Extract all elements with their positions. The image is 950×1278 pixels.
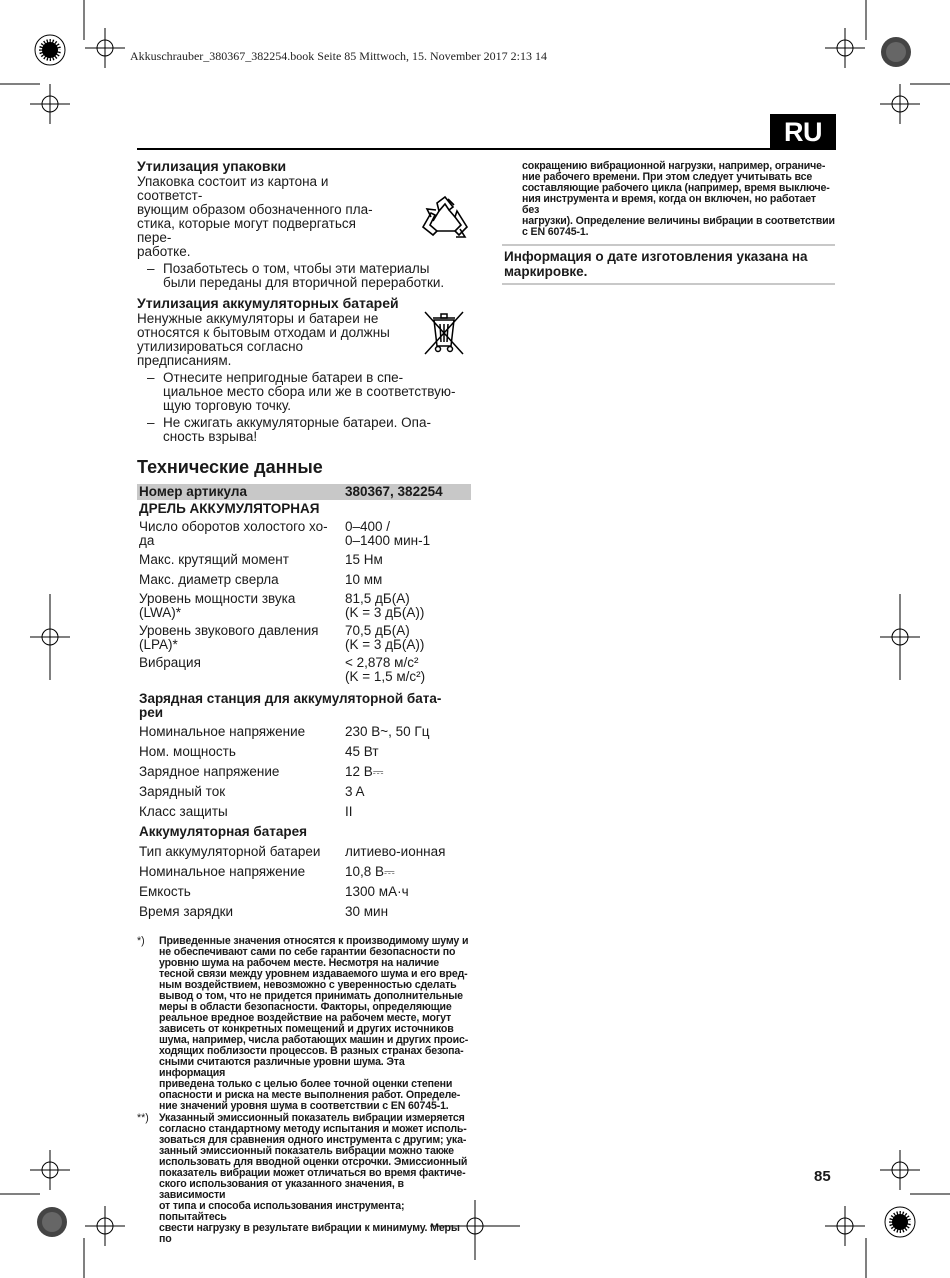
spec-value: 45 Вт xyxy=(345,744,379,759)
file-header-line: Akkuschrauber_380367_382254.book Seite 85 Mittwoch, 15. November 2017 2:13 14 xyxy=(130,49,547,63)
right-column xyxy=(502,161,835,285)
packaging-bullet xyxy=(137,262,471,290)
spec-row xyxy=(137,622,471,654)
crossed-bin-icon xyxy=(421,310,467,361)
batteries-text-line: Ненужные аккумуляторы и батареи не xyxy=(137,311,379,326)
spec-row xyxy=(137,882,471,902)
bullet-text-line: циальное место сбора или же в соответствую- xyxy=(163,384,456,399)
footnotes xyxy=(137,936,471,1245)
spec-value: 10,8 В⎓ xyxy=(345,864,395,879)
spec-key: Ном. мощность xyxy=(139,744,236,759)
spec-row xyxy=(137,902,471,922)
tech-data-title: Технические данные xyxy=(137,457,323,477)
spec-row xyxy=(137,654,471,686)
spec-value: < 2,878 м/с² (K = 1,5 м/с²) xyxy=(345,655,426,684)
spec-row xyxy=(137,862,471,882)
packaging-text-line: Упаковка состоит из картона и соответст- xyxy=(137,174,329,203)
spec-key: Класс защиты xyxy=(139,804,228,819)
spec-value: 12 В⎓ xyxy=(345,764,384,779)
vibration-note-continued: сокращению вибрационной нагрузки, например, ограниче- ние рабочего времени. При этом следует учитывать все составляющие рабочего цикла (например, время выключе- ния инструмента и время, когда он включен, но работает без нагрузки). Определение величины вибрации в соответствии с EN 60745-1. xyxy=(522,160,835,238)
header-rule xyxy=(137,148,834,150)
footnote-mark: **) xyxy=(137,1112,149,1124)
packaging-text-block xyxy=(137,175,471,259)
bullet-text-line: щую торговую точку. xyxy=(163,398,292,413)
spec-value: литиево-ионная xyxy=(345,844,446,859)
spec-row xyxy=(137,802,471,822)
bullet-dash: – xyxy=(147,370,155,385)
spec-row xyxy=(137,570,471,590)
bullet-text-line: Позаботьтесь о том, чтобы эти материалы xyxy=(163,261,430,276)
spec-key: Номинальное напряжение xyxy=(139,864,306,879)
spec-header-key: Номер артикула xyxy=(137,484,343,500)
bullet-text-line: сность взрыва! xyxy=(163,429,258,444)
footnote-text: Указанный эмиссионный показатель вибрации измеряется согласно стандартному методу испытания и может исполь- зоваться для сравнения одного инструмента с другим; ука- занный эмиссионный показатель вибрации можно также использовать для вводной оценки отсрочки. Эмиссионный показатель вибрации может отличаться во время фактиче- ского использования от указанного значения, в зависимости от типа и способа использования инструмента; попытайтесь свести нагрузку в результате вибрации к минимуму. Меры по xyxy=(159,1112,468,1245)
spec-value: 230 В~, 50 Гц xyxy=(345,724,430,739)
footnote xyxy=(137,1113,471,1245)
spec-value: 81,5 дБ(A) (K = 3 дБ(A)) xyxy=(345,591,425,620)
spec-row xyxy=(137,518,471,550)
bullet-text-line: Отнесите непригодные батареи в спе- xyxy=(163,370,404,385)
packaging-title: Утилизация упаковки xyxy=(137,158,287,174)
language-badge: RU xyxy=(770,114,836,150)
spec-row xyxy=(137,782,471,802)
manufacture-date-info: Информация о дате изготовления указана на маркировке. xyxy=(502,244,835,285)
spec-group-charger: Зарядная станция для аккумуляторной бата- реи xyxy=(139,691,442,720)
spec-key: Зарядное напряжение xyxy=(139,764,280,779)
spec-group-row xyxy=(137,822,471,842)
spec-key: Номинальное напряжение xyxy=(139,724,306,739)
recycle-icon xyxy=(419,195,471,250)
spec-key: Время зарядки xyxy=(139,904,234,919)
spec-key: Тип аккумуляторной батареи xyxy=(139,844,321,859)
page-number: 85 xyxy=(814,1168,831,1185)
spec-row xyxy=(137,842,471,862)
spec-header-value: 380367, 382254 xyxy=(343,484,471,500)
spec-value: II xyxy=(345,804,353,819)
spec-table xyxy=(137,484,471,922)
spec-group-battery: Аккумуляторная батарея xyxy=(139,824,307,839)
spec-value: 30 мин xyxy=(345,904,389,919)
packaging-text-line: работке. xyxy=(137,244,191,259)
left-column xyxy=(137,158,471,1246)
spec-key: Вибрация xyxy=(139,655,201,670)
spec-key: Зарядный ток xyxy=(139,784,226,799)
spec-value: 70,5 дБ(A) (K = 3 дБ(A)) xyxy=(345,623,425,652)
spec-value: 10 мм xyxy=(345,572,383,587)
spec-key: Уровень звукового давления (LPA)* xyxy=(139,623,319,652)
spec-row xyxy=(137,762,471,782)
spec-row xyxy=(137,550,471,570)
bullet-text-line: Не сжигать аккумуляторные батареи. Опа- xyxy=(163,415,431,430)
spec-value: 1300 мА·ч xyxy=(345,884,409,899)
spec-group-drill: ДРЕЛЬ АККУМУЛЯТОРНАЯ xyxy=(139,501,320,516)
bullet-dash: – xyxy=(147,261,155,276)
spec-row xyxy=(137,742,471,762)
bullet-text-line: были переданы для вторичной переработки. xyxy=(163,275,445,290)
packaging-text-line: вующим образом обозначенного пла- xyxy=(137,202,373,217)
footnote-text: Приведенные значения относятся к производимому шуму и не обеспечивают сами по себе гарантии безопасности по уровню шума на рабочем месте. Несмотря на наличие тесной связи между уровнем издаваемого шума и его вред- ным воздействием, невозможно с уверенностью сделать вывод о том, что не придется принимать дополнительные меры в области безопасности. Факторы, определяющие реальное вредное воздействие на рабочем месте, могут зависеть от конкретных помещений и других источников шума, например, числа работающих машин и других проис- ходящих поблизости процессов. В разных странах безопа- сными считаются различные уровни шума. Эта информация приведена только с целью более точной оценки степени опасности и риска на месте выполнения работ. Определе- ние значений уровня шума в соответствии с EN 60745-1. xyxy=(159,935,469,1112)
batteries-title: Утилизация аккумуляторных батарей xyxy=(137,295,399,311)
spec-group-row xyxy=(137,686,471,722)
spec-value: 3 A xyxy=(345,784,365,799)
batteries-text-line: относятся к бытовым отходам и должны xyxy=(137,325,390,340)
batteries-bullet xyxy=(137,416,471,444)
spec-key: Макс. крутящий момент xyxy=(139,552,289,567)
spec-key: Уровень мощности звука (LWA)* xyxy=(139,591,296,620)
packaging-text-line: стика, которые могут подвергаться пере- xyxy=(137,216,356,245)
spec-value: 0–400 / 0–1400 мин-1 xyxy=(345,519,431,548)
batteries-bullet xyxy=(137,371,471,413)
batteries-text-block xyxy=(137,312,471,368)
spec-row xyxy=(137,722,471,742)
spec-row xyxy=(137,590,471,622)
bullet-dash: – xyxy=(147,415,155,430)
footnote xyxy=(137,936,471,1112)
batteries-text-line: утилизироваться согласно предписаниям. xyxy=(137,339,304,368)
spec-key: Число оборотов холостого хо- да xyxy=(139,519,328,548)
spec-header-row xyxy=(137,484,471,500)
spec-value: 15 Нм xyxy=(345,552,383,567)
spec-key: Макс. диаметр сверла xyxy=(139,572,279,587)
footnote-mark: *) xyxy=(137,935,145,947)
spec-key: Емкость xyxy=(139,884,191,899)
spec-group-row xyxy=(137,500,471,518)
